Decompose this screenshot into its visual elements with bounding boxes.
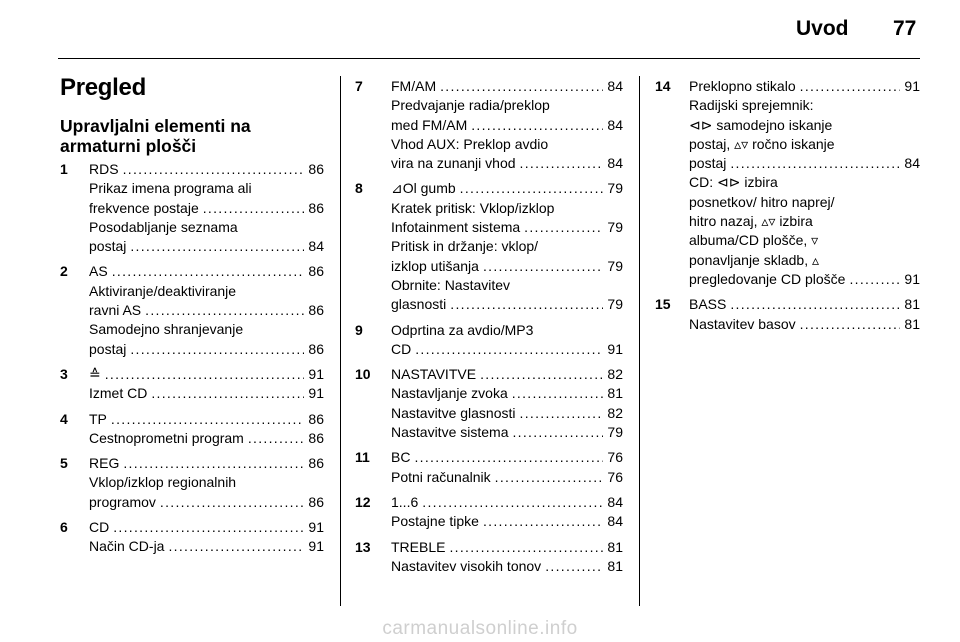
index-line-with-page — [391, 218, 623, 237]
index-line-with-page — [391, 154, 623, 173]
line-text: Nastavitev basov — [689, 315, 796, 332]
index-line-with-page — [89, 262, 324, 281]
index-line-with-page — [89, 384, 324, 403]
page-reference-link[interactable]: 86 — [308, 302, 324, 319]
page-reference-link[interactable]: 86 — [308, 161, 324, 177]
index-line — [89, 179, 324, 198]
index-column-3 — [655, 77, 920, 340]
index-line-with-page — [89, 493, 324, 512]
line-text: Pritisk in držanje: vklop/ — [391, 238, 539, 255]
line-text: med FM/AM — [391, 116, 468, 133]
index-line — [89, 320, 324, 339]
page-reference-link[interactable]: 76 — [607, 468, 623, 485]
section-heading: Pregled — [60, 74, 146, 101]
dot-leader — [849, 270, 900, 289]
index-line-with-page — [89, 537, 324, 556]
page-reference-link[interactable]: 76 — [607, 449, 623, 466]
index-line-with-page — [89, 518, 324, 537]
dot-leader — [450, 295, 603, 314]
index-line-with-page — [89, 454, 324, 473]
index-entry — [355, 448, 623, 487]
page-reference-link[interactable]: 82 — [607, 366, 623, 383]
entry-number: 1 — [60, 161, 68, 177]
page-reference-link[interactable]: 91 — [904, 270, 920, 287]
dot-leader — [130, 237, 304, 256]
page-reference-link[interactable]: 79 — [607, 424, 623, 441]
page-reference-link[interactable]: 86 — [308, 493, 324, 510]
dot-leader — [168, 537, 304, 556]
index-line-with-page — [391, 468, 623, 487]
page-reference-link[interactable]: 79 — [607, 257, 623, 274]
dot-leader — [130, 340, 304, 359]
index-line-with-page — [689, 77, 920, 96]
line-text: BASS — [689, 296, 727, 313]
dot-leader — [495, 468, 604, 487]
line-text: RDS — [89, 161, 119, 177]
index-line-with-page — [689, 315, 920, 334]
line-text: BC — [391, 449, 411, 466]
dot-leader — [113, 518, 304, 537]
index-line — [689, 251, 920, 270]
line-text: vira na zunanji vhod — [391, 155, 516, 172]
line-text: FM/AM — [391, 78, 437, 94]
page-reference-link[interactable]: 81 — [904, 296, 920, 313]
line-text: 1...6 — [391, 493, 419, 510]
index-entry — [355, 321, 623, 360]
index-line-with-page — [689, 270, 920, 289]
page-reference-link[interactable]: 84 — [308, 238, 324, 255]
page-reference-link[interactable]: 86 — [308, 263, 324, 280]
entry-body — [89, 365, 324, 404]
dot-leader — [483, 512, 603, 531]
entry-body — [689, 77, 920, 289]
index-entry — [355, 179, 623, 314]
entry-body — [689, 295, 920, 334]
line-text: TREBLE — [391, 538, 446, 555]
entry-body — [391, 365, 623, 442]
entry-body — [391, 493, 623, 532]
index-entry — [60, 454, 324, 512]
dot-leader — [145, 301, 304, 320]
index-line-with-page — [391, 295, 623, 314]
line-text: Nastavljanje zvoka — [391, 385, 508, 402]
line-text: CD — [89, 519, 110, 536]
index-entry — [355, 538, 623, 577]
dot-leader — [422, 493, 603, 512]
entry-number: 12 — [355, 493, 371, 510]
dot-leader — [730, 154, 900, 173]
index-entry — [355, 365, 623, 442]
entry-number: 4 — [60, 410, 68, 427]
entry-body — [89, 410, 324, 449]
entry-number: 7 — [355, 78, 363, 94]
dot-leader — [415, 340, 603, 359]
page-reference-link[interactable]: 84 — [607, 493, 623, 510]
index-line-with-page — [89, 160, 324, 179]
index-line — [391, 276, 623, 295]
index-line-with-page — [89, 199, 324, 218]
line-text: NASTAVITVE — [391, 366, 477, 383]
index-line-with-page — [89, 365, 324, 384]
line-text: AS — [89, 263, 108, 280]
page-reference-link[interactable]: 86 — [308, 199, 324, 216]
dot-leader — [512, 384, 604, 403]
page-reference-link[interactable]: 79 — [607, 296, 623, 313]
index-line — [689, 231, 920, 250]
index-line-with-page — [391, 257, 623, 276]
line-text: TP — [89, 410, 107, 427]
line-text: CD: ⊲⊳ izbira — [689, 174, 778, 191]
line-text: Vhod AUX: Preklop avdio — [391, 135, 549, 152]
line-text: postaj — [689, 155, 727, 172]
dot-leader — [449, 538, 603, 557]
page-reference-link[interactable]: 81 — [607, 538, 623, 555]
entry-number: 10 — [355, 366, 371, 383]
dot-leader — [105, 365, 305, 384]
page-reference-link[interactable]: 86 — [308, 429, 324, 446]
page-reference-link[interactable]: 82 — [607, 404, 623, 421]
page-reference-link[interactable]: 84 — [607, 513, 623, 530]
entry-body — [89, 160, 324, 256]
entry-body — [89, 454, 324, 512]
page-reference-link[interactable]: 86 — [308, 410, 324, 427]
index-line-with-page — [689, 295, 920, 314]
entry-body — [391, 321, 623, 360]
line-text: REG — [89, 455, 120, 472]
page-reference-link[interactable]: 86 — [308, 340, 324, 357]
entry-number: 5 — [60, 455, 68, 472]
index-line — [89, 473, 324, 492]
entry-body — [391, 77, 623, 173]
page-reference-link[interactable]: 86 — [308, 455, 324, 472]
entry-number: 9 — [355, 321, 363, 338]
dot-leader — [460, 179, 604, 198]
index-line-with-page — [391, 179, 623, 198]
line-text: postaj, ▵▿ ročno iskanje — [689, 135, 835, 152]
dot-leader — [414, 448, 603, 467]
page-reference-link[interactable]: 81 — [607, 385, 623, 402]
line-text: Infotainment sistema — [391, 219, 521, 236]
line-text: glasnosti — [391, 296, 447, 313]
line-text: Aktiviranje/deaktiviranje — [89, 282, 237, 299]
line-text: Kratek pritisk: Vklop/izklop — [391, 199, 555, 216]
line-text: Nastavitve sistema — [391, 424, 509, 441]
line-text: ⊿Ol gumb — [391, 180, 456, 197]
line-text: Potni računalnik — [391, 468, 491, 485]
entry-body — [89, 262, 324, 358]
dot-leader — [512, 423, 603, 442]
line-text: ponavljanje skladb, ▵ — [689, 251, 819, 268]
line-text: Nastavitve glasnosti — [391, 404, 516, 421]
index-line-with-page — [89, 410, 324, 429]
dot-leader — [203, 199, 305, 218]
line-text: frekvence postaje — [89, 199, 199, 216]
line-text: Cestnoprometni program — [89, 429, 244, 446]
dot-leader — [151, 384, 304, 403]
page-reference-link[interactable]: 84 — [607, 155, 623, 172]
line-text: Samodejno shranjevanje — [89, 321, 244, 338]
line-text: Način CD-ja — [89, 538, 165, 555]
index-entry — [60, 160, 324, 256]
column-divider-1 — [340, 76, 341, 606]
line-text: Predvajanje radia/preklop — [391, 97, 550, 114]
index-line — [89, 282, 324, 301]
index-entry — [655, 77, 920, 289]
section-subheading: Upravljalni elementi na armaturni plošči — [60, 116, 251, 156]
index-line-with-page — [391, 340, 623, 359]
index-line-with-page — [89, 237, 324, 256]
index-entry — [60, 410, 324, 449]
line-text: Obrnite: Nastavitev — [391, 276, 511, 293]
entry-number: 8 — [355, 180, 363, 197]
index-line — [689, 212, 920, 231]
index-line-with-page — [391, 116, 623, 135]
page-reference-link[interactable]: 79 — [607, 180, 623, 197]
line-text: albuma/CD plošče, ▿ — [689, 232, 819, 249]
page-reference-link[interactable]: 91 — [308, 538, 324, 555]
dot-leader — [248, 429, 305, 448]
entry-number: 11 — [355, 449, 370, 466]
entry-number: 3 — [60, 365, 68, 382]
index-entry — [355, 493, 623, 532]
entry-body — [391, 448, 623, 487]
index-line — [689, 173, 920, 192]
line-text: ≙ — [89, 365, 101, 382]
line-text: Vklop/izklop regionalnih — [89, 474, 237, 491]
line-text: izklop utišanja — [391, 257, 479, 274]
page-reference-link[interactable]: 91 — [308, 365, 324, 382]
page-reference-link[interactable]: 84 — [607, 78, 623, 94]
index-line — [689, 193, 920, 212]
line-text: postaj — [89, 238, 127, 255]
index-line — [89, 218, 324, 237]
index-column-2 — [355, 77, 623, 582]
entry-number: 15 — [655, 296, 671, 313]
dot-leader — [112, 262, 305, 281]
dot-leader — [524, 218, 603, 237]
page-header-title: Uvod — [796, 17, 849, 40]
watermark: carmanualsonline.info — [382, 618, 578, 639]
index-entry — [60, 365, 324, 404]
page-number: 77 — [893, 17, 917, 40]
dot-leader — [545, 557, 603, 576]
line-text: programov — [89, 493, 156, 510]
index-line — [391, 96, 623, 115]
dot-leader — [483, 257, 603, 276]
entry-number: 13 — [355, 538, 371, 555]
index-entry — [60, 518, 324, 557]
index-line — [391, 199, 623, 218]
index-line-with-page — [391, 538, 623, 557]
dot-leader — [800, 77, 901, 96]
index-column-1 — [60, 160, 324, 563]
page-reference-link[interactable]: 84 — [607, 116, 623, 133]
dot-leader — [520, 404, 604, 423]
index-line-with-page — [391, 77, 623, 96]
line-text: Odprtina za avdio/MP3 — [391, 321, 534, 338]
line-text: ⊲⊳ samodejno iskanje — [689, 116, 833, 133]
line-text: pregledovanje CD plošče — [689, 270, 846, 287]
line-text: Izmet CD — [89, 385, 148, 402]
index-line-with-page — [391, 493, 623, 512]
index-line-with-page — [391, 512, 623, 531]
entry-number: 2 — [60, 263, 68, 280]
index-line — [689, 135, 920, 154]
index-line-with-page — [391, 557, 623, 576]
line-text: posnetkov/ hitro naprej/ — [689, 193, 835, 210]
page-reference-link[interactable]: 81 — [904, 315, 920, 332]
index-line-with-page — [391, 365, 623, 384]
index-line — [689, 116, 920, 135]
index-line-with-page — [391, 423, 623, 442]
line-text: Nastavitev visokih tonov — [391, 557, 542, 574]
page-reference-link[interactable]: 84 — [904, 155, 920, 172]
entry-number: 6 — [60, 519, 68, 536]
index-line-with-page — [89, 429, 324, 448]
line-text: postaj — [89, 340, 127, 357]
page-reference-link[interactable]: 81 — [607, 557, 623, 574]
dot-leader — [800, 315, 901, 334]
index-line-with-page — [89, 301, 324, 320]
line-text: ravni AS — [89, 302, 142, 319]
line-text: Postajne tipke — [391, 513, 479, 530]
dot-leader — [160, 493, 305, 512]
index-line-with-page — [689, 154, 920, 173]
index-line — [391, 237, 623, 256]
dot-leader — [123, 454, 304, 473]
line-text: hitro nazaj, ▵▿ izbira — [689, 213, 813, 230]
entry-body — [89, 518, 324, 557]
page-reference-link[interactable]: 91 — [308, 519, 324, 536]
dot-leader — [111, 410, 305, 429]
entry-number: 14 — [655, 78, 671, 94]
page-reference-link[interactable]: 91 — [308, 385, 324, 402]
dot-leader — [471, 116, 603, 135]
dot-leader — [440, 77, 603, 96]
line-text: Preklopno stikalo — [689, 78, 796, 94]
index-line — [391, 321, 623, 340]
dot-leader — [480, 365, 603, 384]
index-line-with-page — [391, 448, 623, 467]
header-rule — [58, 58, 920, 59]
entry-body — [391, 538, 623, 577]
line-text: Radijski sprejemnik: — [689, 97, 814, 114]
line-text: Posodabljanje seznama — [89, 218, 238, 235]
page-reference-link[interactable]: 79 — [607, 219, 623, 236]
index-line-with-page — [89, 340, 324, 359]
line-text: Prikaz imena programa ali — [89, 180, 252, 197]
dot-leader — [123, 160, 305, 179]
index-line-with-page — [391, 384, 623, 403]
index-line — [689, 96, 920, 115]
dot-leader — [730, 295, 900, 314]
page-reference-link[interactable]: 91 — [607, 340, 623, 357]
index-entry — [655, 295, 920, 334]
column-divider-2 — [639, 76, 640, 606]
line-text: CD — [391, 340, 412, 357]
index-line-with-page — [391, 404, 623, 423]
index-line — [391, 135, 623, 154]
index-entry — [355, 77, 623, 173]
entry-body — [391, 179, 623, 314]
page-reference-link[interactable]: 91 — [904, 78, 920, 94]
dot-leader — [520, 154, 604, 173]
index-entry — [60, 262, 324, 358]
